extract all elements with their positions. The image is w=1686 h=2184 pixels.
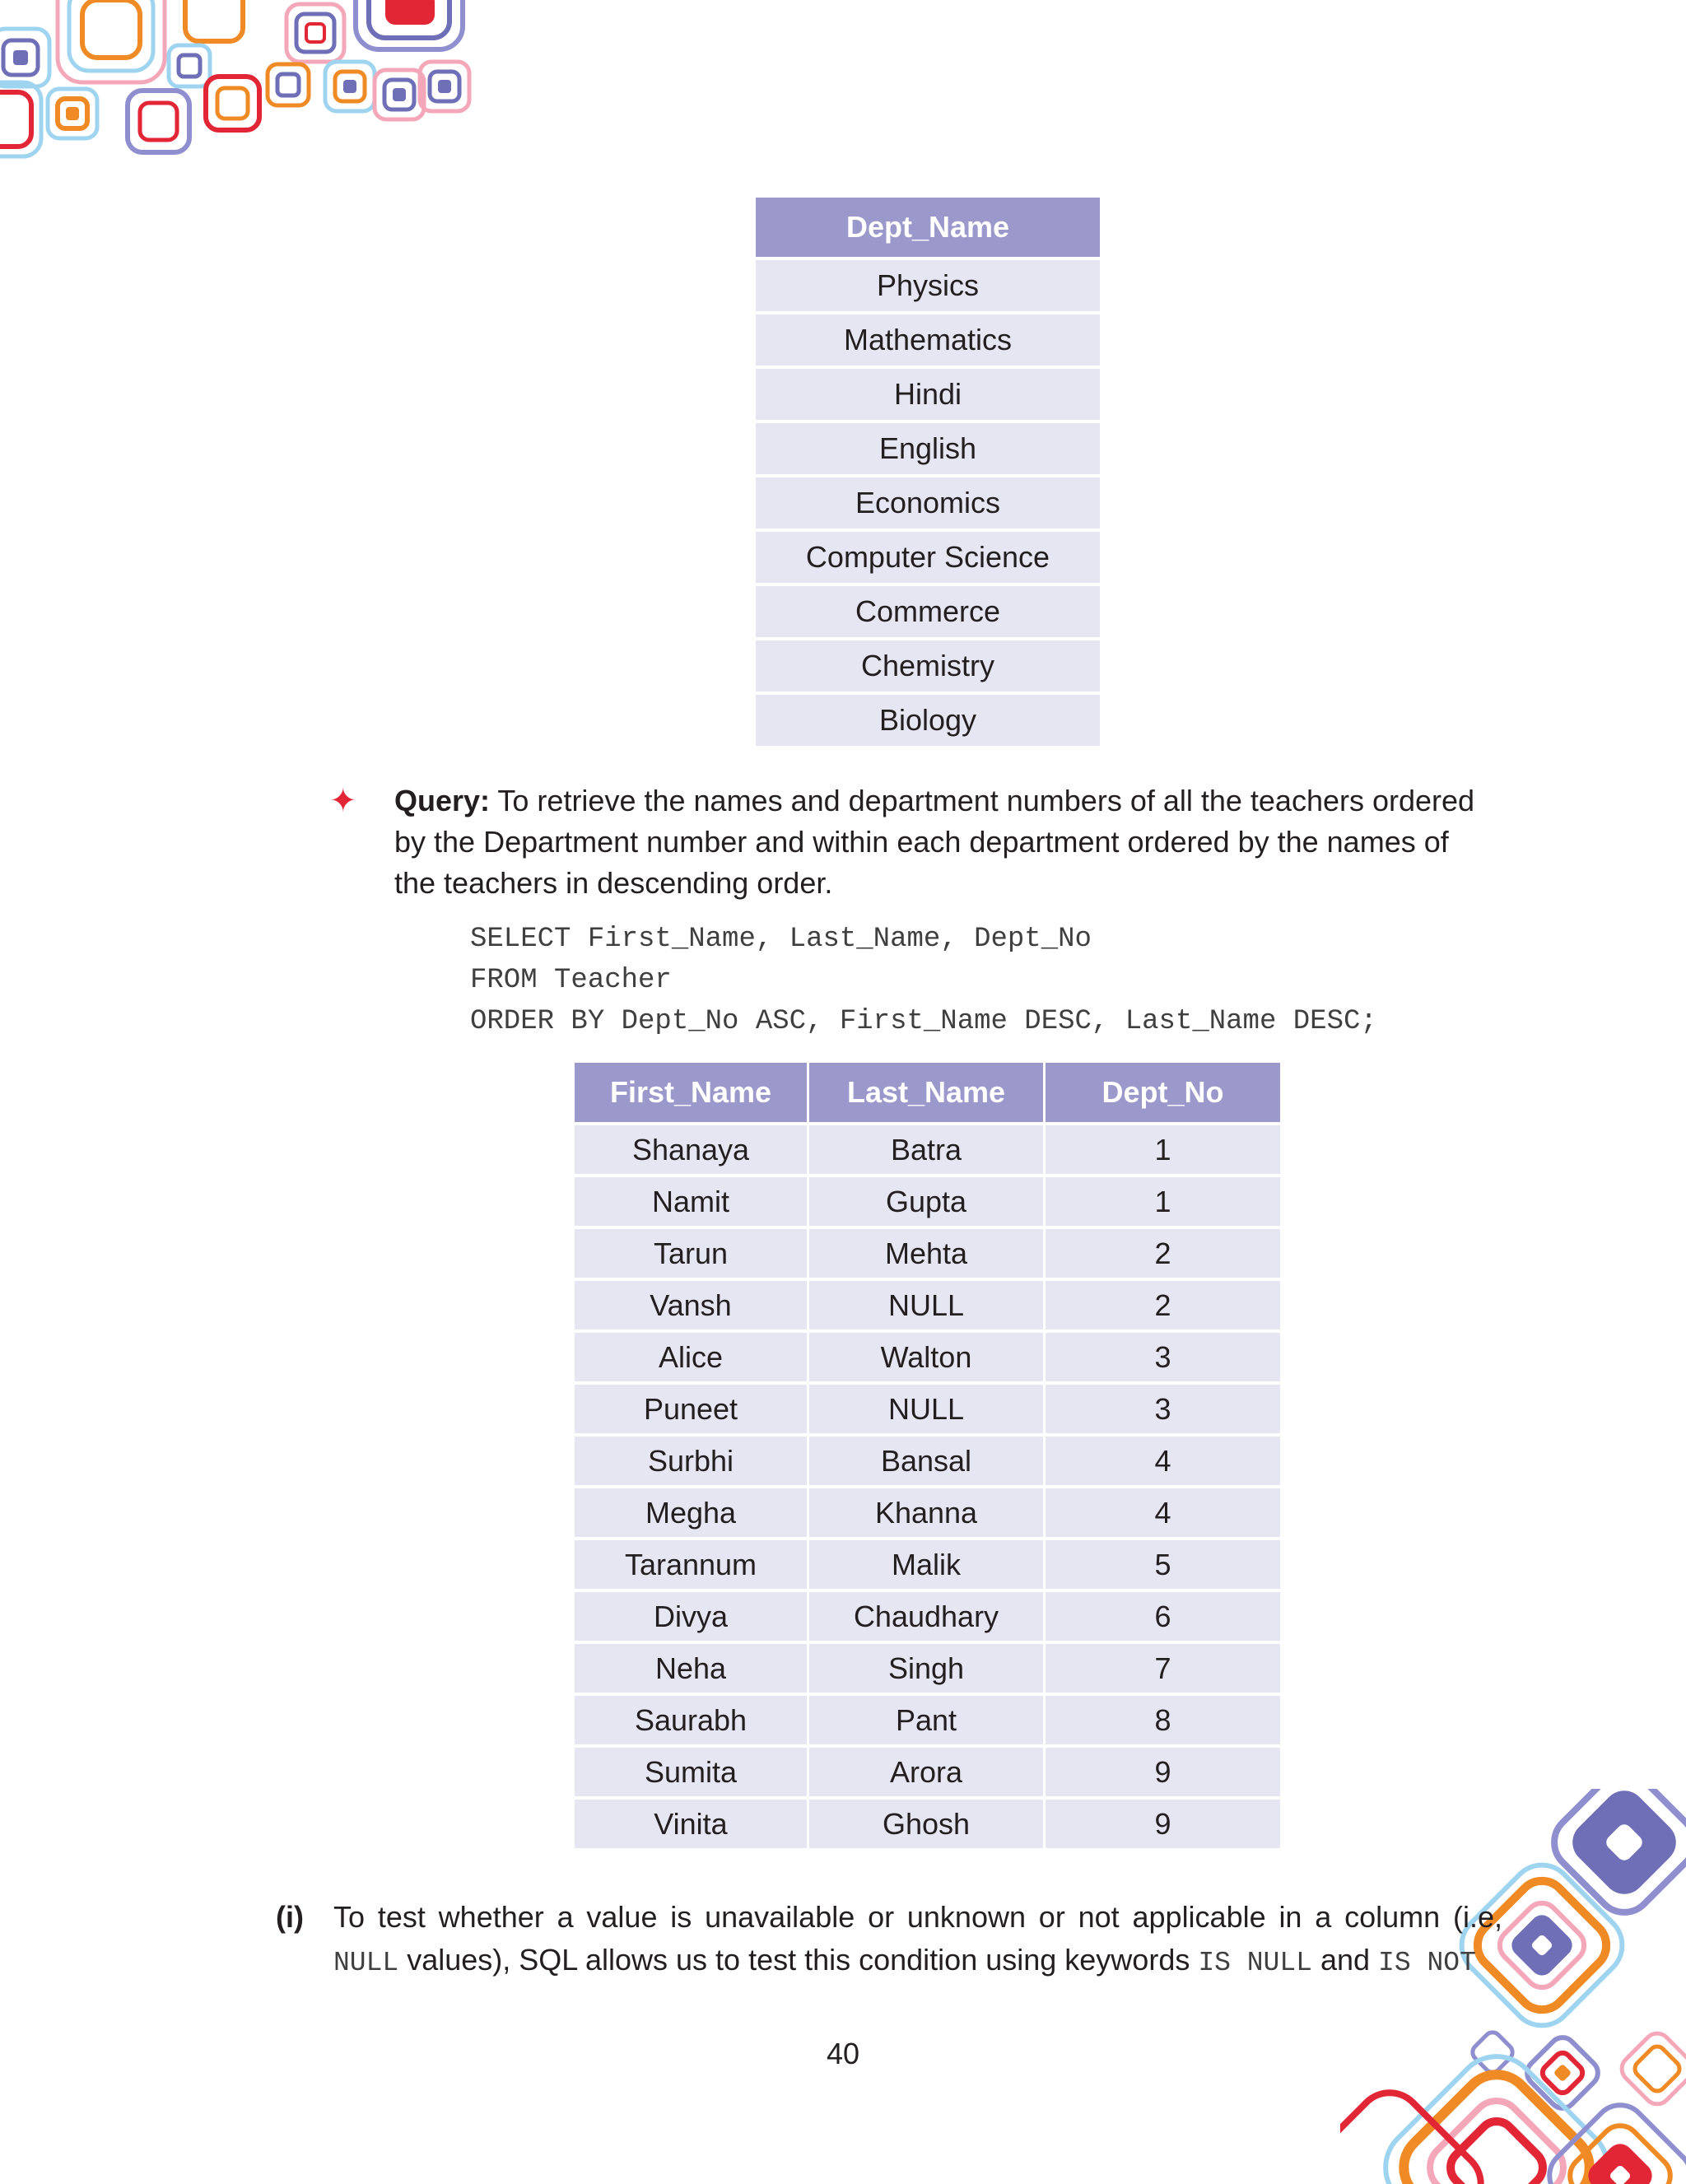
last-name-cell: Arora	[809, 1748, 1046, 1800]
page-number: 40	[826, 2037, 860, 2070]
table-row	[575, 1385, 1280, 1437]
paragraph-text-2: values), SQL allows us to test this condition using keywords	[398, 1943, 1199, 1977]
table-row	[575, 1748, 1280, 1800]
first-name-cell: Neha	[575, 1644, 809, 1696]
code-line: ORDER BY Dept_No ASC, First_Name DESC, Last_Name DESC;	[470, 1006, 1377, 1037]
query-text: To retrieve the names and department numbers of all the teachers ordered by the Department number and within each department ordered by the names of the teachers in descending order.	[394, 784, 1475, 900]
dept-name-cell: Chemistry	[756, 640, 1100, 695]
table-row	[575, 1488, 1280, 1540]
dept-name-cell: Physics	[756, 260, 1100, 314]
last-name-cell: Ghosh	[809, 1800, 1046, 1851]
sql-code-block	[470, 919, 1377, 1042]
code-line: SELECT First_Name, Last_Name, Dept_No	[470, 924, 1092, 955]
paragraph-text	[333, 1896, 1502, 1985]
dept-name-cell: Hindi	[756, 369, 1100, 423]
dept-no-cell: 2	[1046, 1281, 1280, 1333]
table-row	[575, 1592, 1280, 1644]
last-name-cell: Singh	[809, 1644, 1046, 1696]
first-name-cell: Shanaya	[575, 1125, 809, 1177]
table-row	[575, 1540, 1280, 1592]
paragraph-number: (i)	[276, 1900, 304, 1934]
dept-no-cell: 4	[1046, 1488, 1280, 1540]
dept-no-cell: 8	[1046, 1696, 1280, 1748]
code-null: NULL	[333, 1948, 399, 1978]
dept-no-cell: 1	[1046, 1177, 1280, 1229]
dept-name-cell: English	[756, 423, 1100, 477]
last-name-cell: Malik	[809, 1540, 1046, 1592]
last-name-cell: Bansal	[809, 1437, 1046, 1488]
dept-name-cell: Commerce	[756, 586, 1100, 640]
last-name-cell: NULL	[809, 1385, 1046, 1437]
decorative-squares-bottom-right	[1340, 1789, 1686, 2184]
dept-name-cell: Mathematics	[756, 314, 1100, 369]
table-row	[575, 1333, 1280, 1385]
first-name-cell: Saurabh	[575, 1696, 809, 1748]
first-name-cell: Namit	[575, 1177, 809, 1229]
code-is-null: IS NULL	[1198, 1948, 1312, 1978]
table-row	[575, 1177, 1280, 1229]
dept-no-cell: 2	[1046, 1229, 1280, 1281]
dept-name-cell: Biology	[756, 695, 1100, 749]
table-row	[575, 1644, 1280, 1696]
first-name-cell: Alice	[575, 1333, 809, 1385]
last-name-cell: Chaudhary	[809, 1592, 1046, 1644]
first-name-cell: Puneet	[575, 1385, 809, 1437]
code-line: FROM Teacher	[470, 965, 672, 996]
teacher-table-body	[575, 1125, 1280, 1851]
last-name-cell: Mehta	[809, 1229, 1046, 1281]
last-name-cell: Pant	[809, 1696, 1046, 1748]
column-header-first-name: First_Name	[575, 1063, 809, 1125]
dept-no-cell: 1	[1046, 1125, 1280, 1177]
column-header-last-name: Last_Name	[809, 1063, 1046, 1125]
query-label: Query:	[394, 784, 491, 817]
table-row	[575, 1800, 1280, 1851]
last-name-cell: Batra	[809, 1125, 1046, 1177]
dept-no-cell: 5	[1046, 1540, 1280, 1592]
dept-name-cell: Economics	[756, 477, 1100, 532]
teacher-result-table	[575, 1063, 1280, 1851]
decorative-squares-top-left	[0, 0, 477, 165]
first-name-cell: Divya	[575, 1592, 809, 1644]
dept-name-header: Dept_Name	[756, 198, 1100, 260]
star-bullet-icon: ✦	[329, 783, 357, 819]
column-header-dept-no: Dept_No	[1046, 1063, 1280, 1125]
table-row	[575, 1125, 1280, 1177]
first-name-cell: Tarannum	[575, 1540, 809, 1592]
dept-no-cell: 6	[1046, 1592, 1280, 1644]
first-name-cell: Sumita	[575, 1748, 809, 1800]
first-name-cell: Surbhi	[575, 1437, 809, 1488]
first-name-cell: Vansh	[575, 1281, 809, 1333]
table-row	[575, 1229, 1280, 1281]
table-row	[575, 1281, 1280, 1333]
dept-no-cell: 7	[1046, 1644, 1280, 1696]
last-name-cell: Khanna	[809, 1488, 1046, 1540]
dept-no-cell: 3	[1046, 1385, 1280, 1437]
table-row	[575, 1437, 1280, 1488]
table-row	[575, 1696, 1280, 1748]
first-name-cell: Megha	[575, 1488, 809, 1540]
first-name-cell: Tarun	[575, 1229, 809, 1281]
dept-name-cell: Computer Science	[756, 532, 1100, 586]
code-is-not: IS NOT	[1378, 1948, 1476, 1978]
dept-name-table	[756, 198, 1100, 749]
dept-no-cell: 4	[1046, 1437, 1280, 1488]
dept-no-cell: 9	[1046, 1748, 1280, 1800]
first-name-cell: Vinita	[575, 1800, 809, 1851]
paragraph-text-1: To test whether a value is unavailable or unknown or not applicable in a column (i.e,	[333, 1900, 1502, 1934]
paragraph-text-3: and	[1311, 1943, 1379, 1977]
last-name-cell: Gupta	[809, 1177, 1046, 1229]
last-name-cell: Walton	[809, 1333, 1046, 1385]
last-name-cell: NULL	[809, 1281, 1046, 1333]
dept-no-cell: 9	[1046, 1800, 1280, 1851]
dept-no-cell: 3	[1046, 1333, 1280, 1385]
query-description	[394, 780, 1497, 904]
